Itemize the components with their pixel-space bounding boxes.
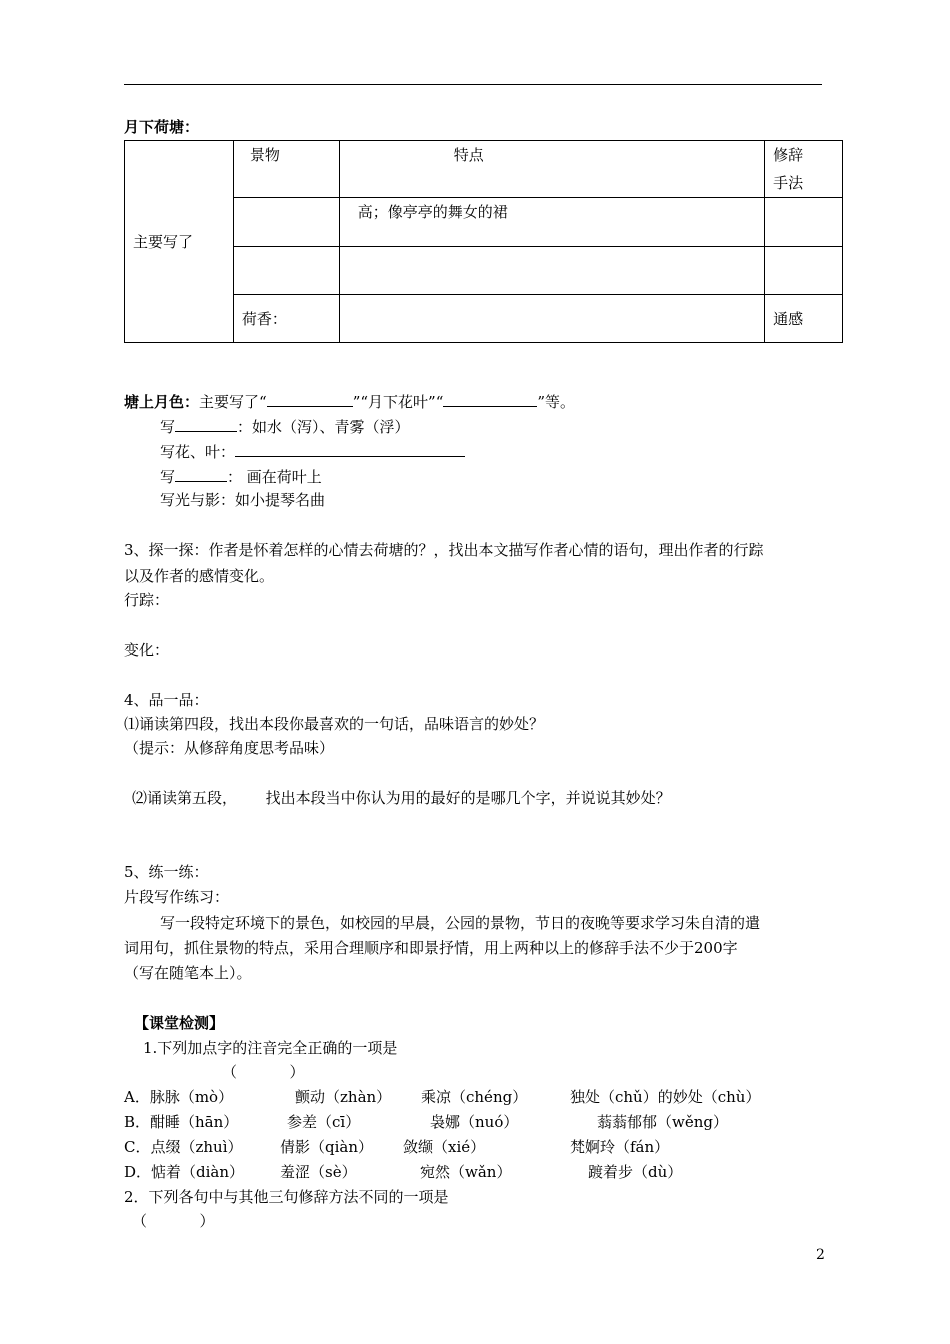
q3-line-2: 以及作者的感情变化。 [124, 567, 275, 585]
q5-line-1: 写一段特定环境下的景色，如校园的早晨，公园的景物，节日的夜晚等要求学习朱自清的遣 [160, 914, 761, 932]
blank-1 [267, 390, 353, 407]
check-q1: 1.下列加点字的注音完全正确的一项是 [143, 1039, 398, 1057]
row2-scenery-cell [233, 247, 339, 295]
col-scenery-header: 景物 [233, 141, 339, 198]
check-q1-paren: （ ） [222, 1063, 305, 1081]
row3-feature-cell [339, 295, 764, 343]
row-header-cell [125, 141, 234, 343]
q3-trace: 行踪： [124, 591, 170, 609]
check-title: 【课堂检测】 [134, 1014, 225, 1032]
page-number: 2 [816, 1247, 825, 1263]
q5-title: 5、练一练： [124, 863, 209, 881]
q4-part-1: ⑴诵读第四段，找出本段你最喜欢的一句话，品味语言的妙处？ [124, 715, 545, 733]
blank-4 [235, 440, 465, 457]
q4-hint: （提示：从修辞角度思考品味） [124, 739, 335, 757]
row3-scenery-cell: 荷香： [233, 295, 339, 343]
write-line-3: 写 ： 画在荷叶上 [160, 465, 322, 487]
blank-5 [175, 465, 227, 482]
section-title: 月下荷塘： [124, 118, 200, 136]
q5-line-3: （写在随笔本上）。 [124, 964, 252, 982]
blank-2 [443, 390, 537, 407]
header-rule [124, 84, 822, 85]
q4-title: 4、品一品： [124, 691, 209, 709]
q5-subtitle: 片段写作练习： [124, 888, 230, 906]
row1-feature-cell: 高；像亭亭的舞女的裙 [339, 198, 764, 247]
q3-change: 变化： [124, 641, 170, 659]
blank-3 [175, 415, 237, 432]
write-line-4: 写光与影：如小提琴名曲 [160, 491, 326, 509]
check-q2-paren: （ ） [132, 1212, 215, 1230]
q5-line-2: 词用句，抓住景物的特点，采用合理顺序和即景抒情，用上两种以上的修辞手法不少于200字 [124, 939, 738, 957]
row2-rhetoric-cell [765, 247, 843, 295]
row3-rhetoric-cell: 通感 [765, 295, 843, 343]
check-q2: 2．下列各句中与其他三句修辞方法不同的一项是 [124, 1188, 449, 1206]
scenery-table [124, 140, 843, 343]
row1-scenery-cell [233, 198, 339, 247]
col-rhetoric-header: 修辞 手法 [765, 141, 843, 198]
col-feature-header: 特点 [339, 141, 764, 198]
row1-rhetoric-cell [765, 198, 843, 247]
q4-part-2: ⑵诵读第五段， 找出本段当中你认为用的最好的是哪几个字，并说说其妙处？ [132, 789, 671, 807]
row-header: 主要写了 [133, 232, 194, 251]
write-line-1: 写 ：如水（泻）、青雾（浮） [160, 415, 410, 437]
q3-line-1: 3、探一探：作者是怀着怎样的心情去荷塘的？，找出本文描写作者心情的语句，理出作者的行踪 [124, 541, 764, 559]
write-line-2: 写花、叶： [160, 440, 465, 462]
row2-feature-cell [339, 247, 764, 295]
pond-line: 塘上月色：主要写了“ ”“月下花叶”“ ”等。 [124, 390, 575, 412]
